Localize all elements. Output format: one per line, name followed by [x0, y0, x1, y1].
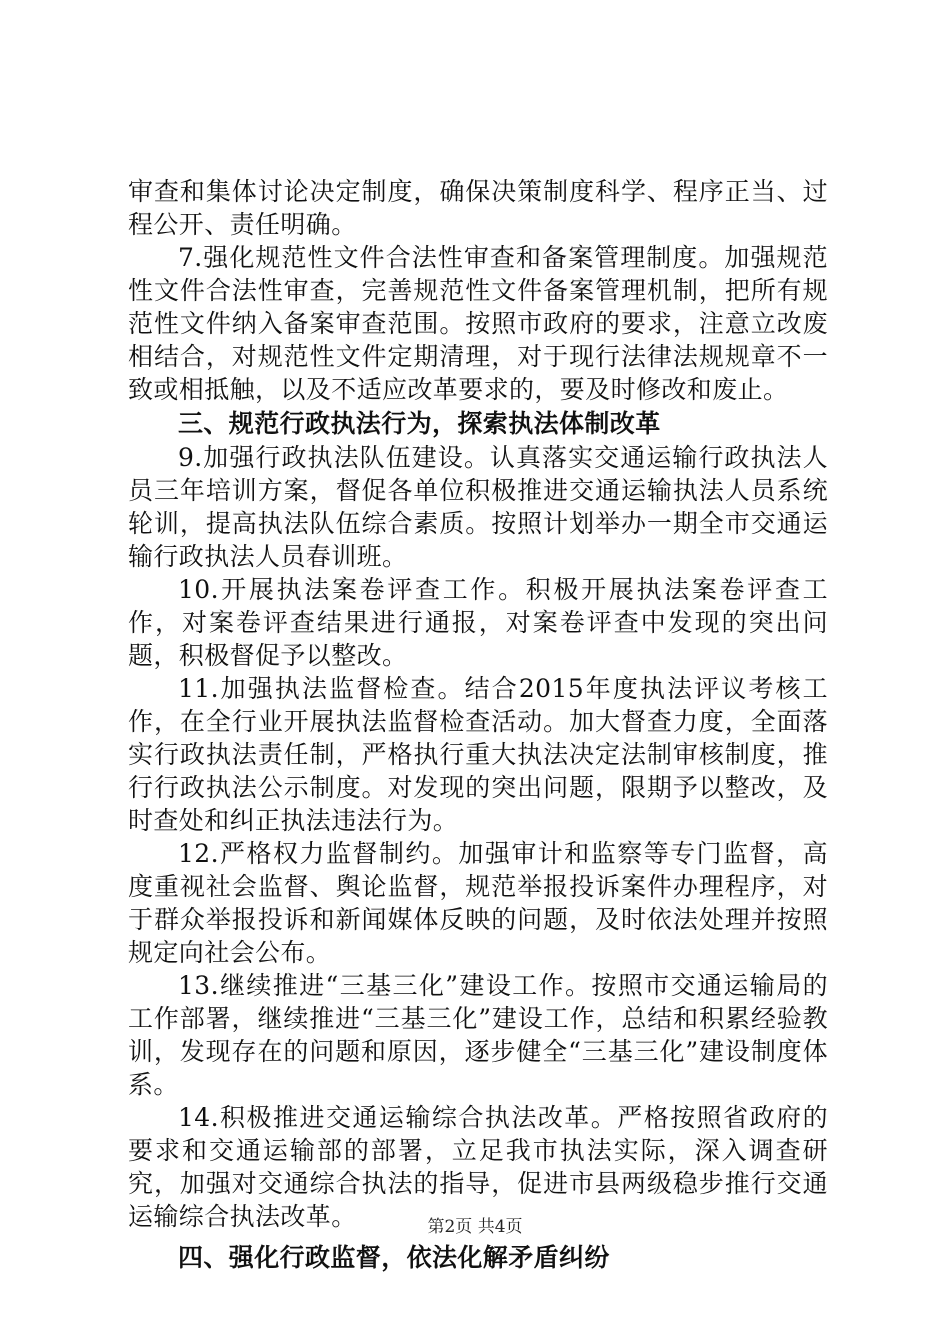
page-footer: 第2页 共4页 [427, 1217, 523, 1237]
section-heading-3: 三、规范行政执法行为，探索执法体制改革 [178, 409, 661, 438]
paragraph-item-10: 10.开展执法案卷评查工作。积极开展执法案卷评查工作，对案卷评查结果进行通报，对案卷评查中发现的突出问题，积极督促予以整改。 [128, 575, 828, 670]
document-body [128, 175, 828, 1275]
paragraph-item-12: 12.严格权力监督制约。加强审计和监察等专门监督，高度重视社会监督、舆论监督，规范举报投诉案件办理程序，对于群众举报投诉和新闻媒体反映的问题，及时依法处理并按照规定向社会公布。 [128, 839, 828, 967]
paragraph-item-14: 14.积极推进交通运输综合执法改革。严格按照省政府的要求和交通运输部的部署，立足我市执法实际，深入调查研究，加强对交通综合执法的指导，促进市县两级稳步推行交通运输综合执法改革。 [128, 1103, 828, 1231]
paragraph-continuation: 审查和集体讨论决定制度，确保决策制度科学、程序正当、过程公开、责任明确。 [128, 177, 828, 239]
paragraph-item-11: 11.加强执法监督检查。结合2015年度执法评议考核工作，在全行业开展执法监督检查活动。加大督查力度，全面落实行政执法责任制，严格执行重大执法决定法制审核制度，推行行政执法公示制度。对发现的突出问题，限期予以整改，及时查处和纠正执法违法行为。 [128, 674, 828, 835]
paragraph-item-7: 7.强化规范性文件合法性审查和备案管理制度。加强规范性文件合法性审查，完善规范性文件备案管理机制，把所有规范性文件纳入备案审查范围。按照市政府的要求，注意立改废相结合，对规范性文件定期清理，对于现行法律法规规章不一致或相抵触，以及不适应改革要求的，要及时修改和废止。 [128, 243, 828, 404]
paragraph-item-13: 13.继续推进“三基三化”建设工作。按照市交通运输局的工作部署，继续推进“三基三化”建设工作，总结和积累经验教训，发现存在的问题和原因，逐步健全“三基三化”建设制度体系。 [128, 971, 828, 1099]
section-heading-4: 四、强化行政监督，依法化解矛盾纠纷 [178, 1243, 610, 1272]
paragraph-item-9: 9.加强行政执法队伍建设。认真落实交通运输行政执法人员三年培训方案，督促各单位积极推进交通运输执法人员系统轮训，提高执法队伍综合素质。按照计划举办一期全市交通运输行政执法人员春训班。 [128, 443, 828, 571]
